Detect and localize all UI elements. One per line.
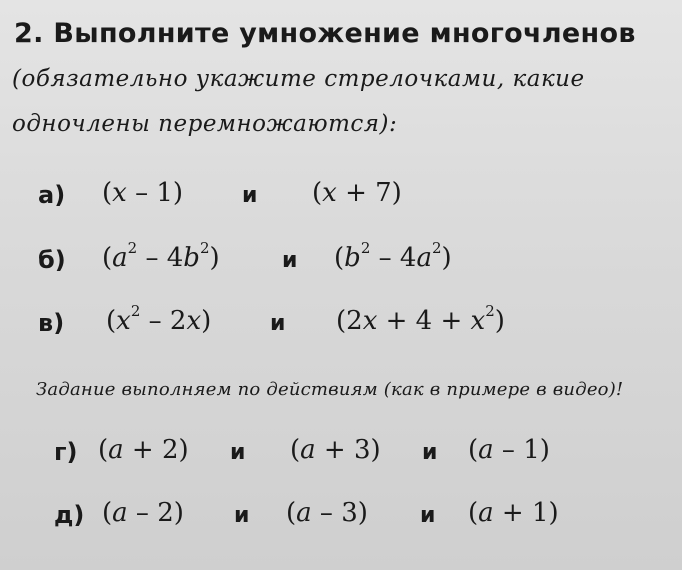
item-label: г) [54, 438, 78, 466]
conjunction: и [420, 503, 436, 528]
expression-2: (x + 7) [312, 178, 402, 208]
expression-1: (a – 2) [102, 498, 184, 528]
expression-3: (a – 1) [468, 435, 550, 465]
item-label: д) [54, 501, 85, 529]
expression-1: (x – 1) [102, 178, 184, 208]
conjunction: и [270, 311, 286, 336]
task-title: 2. Выполните умножение многочленов [14, 18, 636, 49]
expression-1: (a + 2) [98, 435, 189, 465]
conjunction: и [234, 503, 250, 528]
expression-3: (a + 1) [468, 498, 559, 528]
expression-2: $(b^2 - 4a^2)$ [334, 239, 452, 273]
expression-2: (a + 3) [290, 435, 381, 465]
conjunction: и [422, 440, 438, 465]
expression-2: $(2x + 4 + x^2)$ [336, 302, 505, 336]
expression-2: (a – 3) [286, 498, 368, 528]
item-label: а) [38, 181, 66, 209]
item-label: б) [38, 246, 66, 274]
expression-1: $(x^2 - 2x)$ [106, 302, 212, 336]
task-instruction-line-1: (обязательно укажите стрелочками, какие [12, 66, 585, 92]
item-label: в) [38, 309, 65, 337]
conjunction: и [230, 440, 246, 465]
conjunction: и [282, 248, 298, 273]
conjunction: и [242, 183, 258, 208]
expression-1: $(a^2 - 4b^2)$ [102, 239, 220, 273]
task-instruction-line-2: одночлены перемножаются): [12, 111, 398, 137]
task-instruction-2: Задание выполняем по действиям (как в примере в видео)! [36, 379, 624, 400]
